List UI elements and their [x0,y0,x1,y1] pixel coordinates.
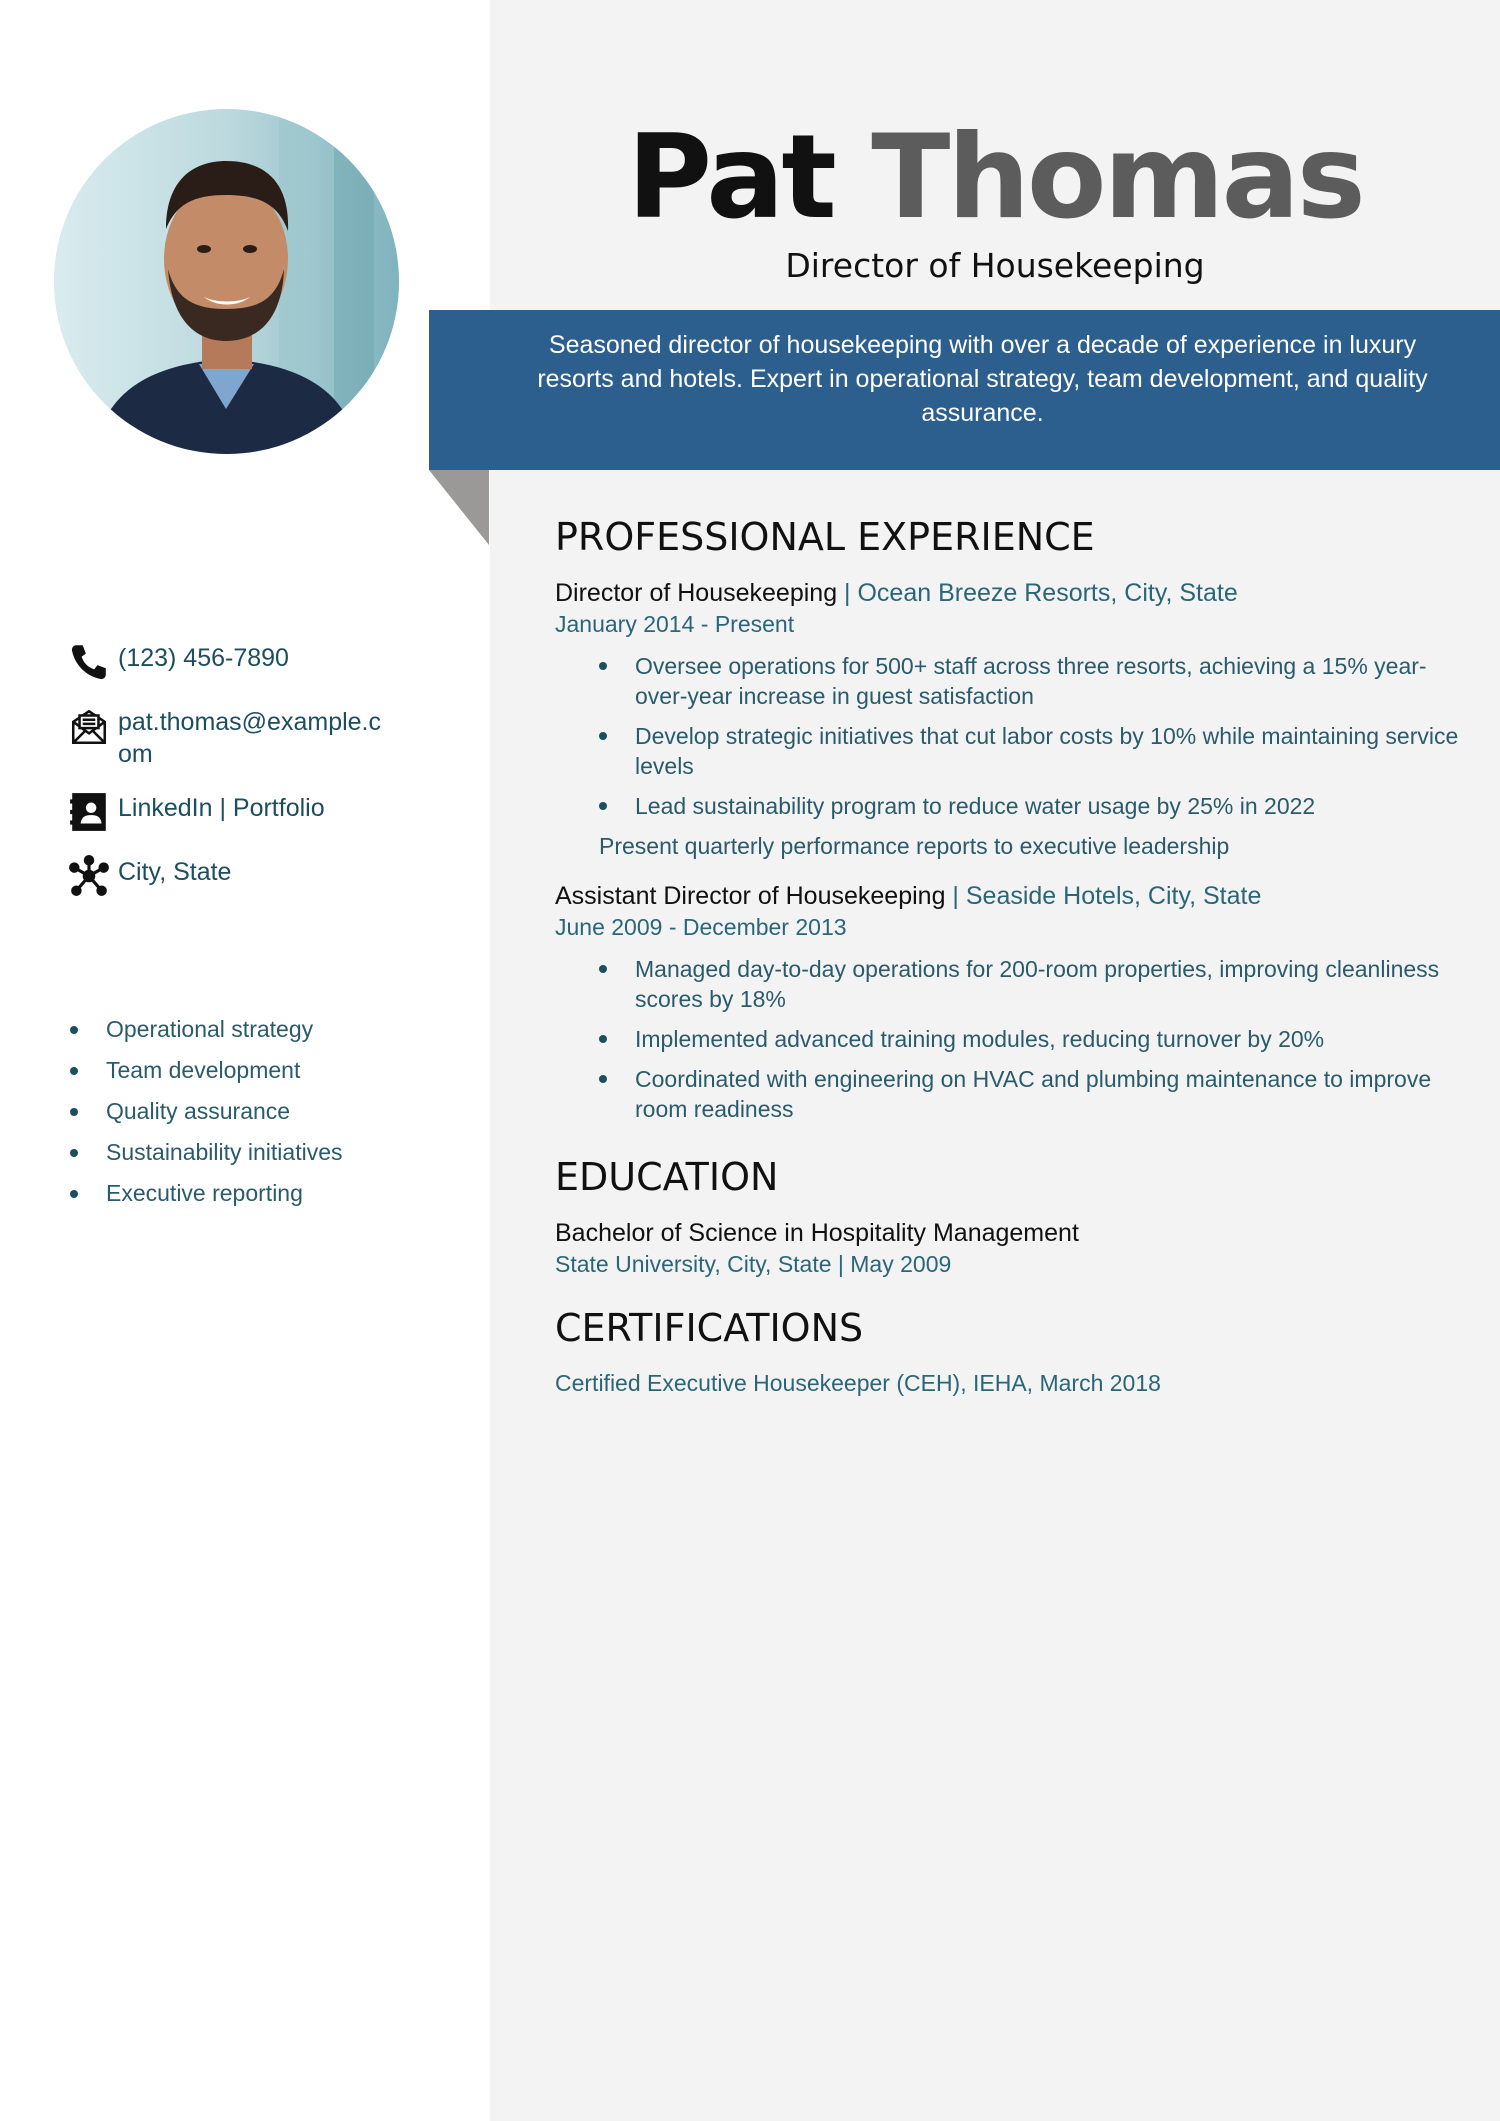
bullet-dot [70,1190,78,1198]
list-item: Implemented advanced training modules, reducing turnover by 20% [599,1024,1460,1054]
job-title: Assistant Director of Housekeeping [555,882,946,910]
contact-phone[interactable] [68,640,468,684]
banner-fold [429,470,489,545]
bullet-dot [70,1149,78,1157]
links-text: LinkedIn | Portfolio [118,794,325,822]
list-item: Lead sustainability program to reduce water usage by 25% in 2022 [599,791,1460,821]
location-text: City, State [118,858,232,886]
certifications-heading: CERTIFICATIONS [555,1306,864,1350]
job-dates: January 2014 - Present [555,611,795,637]
bullet-dot [70,1108,78,1116]
education-entry [555,1217,1460,1279]
list-item: Sustainability initiatives [70,1132,343,1173]
bullet-dot [599,1075,607,1083]
job-bullets [599,651,1460,821]
list-item: Managed day-to-day operations for 200-room properties, improving cleanliness scores by 18% [599,954,1460,1014]
list-item: Develop strategic initiatives that cut labor costs by 10% while maintaining service levels [599,721,1460,781]
envelope-icon [68,704,118,748]
contact-links[interactable] [68,790,468,834]
education-meta: State University, City, State | May 2009 [555,1251,952,1277]
email-text: pat.thomas@example.com [118,708,382,768]
summary-banner: Seasoned director of housekeeping with over a decade of experience in luxury resorts and hotels. Expert in operational strategy, team development, and quality assurance. [429,310,1500,470]
bullet-dot [599,732,607,740]
contact-card-icon [68,790,118,834]
bullet-dot [599,1035,607,1043]
list-item: Quality assurance [70,1091,343,1132]
list-item: Coordinated with engineering on HVAC and plumbing maintenance to improve room readiness [599,1064,1460,1124]
job-entry-2 [555,880,1460,1134]
bullet-dot [70,1067,78,1075]
job-entry-1 [555,577,1460,861]
job-dates: June 2009 - December 2013 [555,914,847,940]
degree: Bachelor of Science in Hospitality Management [555,1219,1079,1247]
bullet-dot [599,965,607,973]
candidate-name [490,108,1500,247]
bullet-dot [599,662,607,670]
job-title: Director of Housekeeping [785,246,1205,285]
contact-location[interactable] [68,854,468,898]
first-name: Pat [627,110,834,245]
list-item: Operational strategy [70,1009,343,1050]
last-name: Thomas [871,110,1363,245]
company-name: Ocean Breeze Resorts, City, State [857,579,1238,607]
experience-heading: PROFESSIONAL EXPERIENCE [555,515,1095,559]
bullet-dot [599,802,607,810]
certification-item: Certified Executive Housekeeper (CEH), IEHA, March 2018 [555,1370,1161,1396]
job-bullets [599,954,1460,1124]
phone-icon [68,640,118,684]
phone-text: (123) 456-7890 [118,644,289,672]
contact-email[interactable] [68,704,468,770]
skills-list [70,1009,343,1214]
list-item: Executive reporting [70,1173,343,1214]
list-item: Team development [70,1050,343,1091]
profile-photo [54,109,399,454]
job-extra-line: Present quarterly performance reports to executive leadership [599,833,1230,859]
job-header: Assistant Director of Housekeeping | Seaside Hotels, City, State [555,882,1262,910]
job-header: Director of Housekeeping | Ocean Breeze Resorts, City, State [555,579,1238,607]
bullet-dot [70,1026,78,1034]
job-title: Director of Housekeeping [555,579,838,607]
list-item: Oversee operations for 500+ staff across three resorts, achieving a 15% year-over-year increase in guest satisfaction [599,651,1460,711]
education-heading: EDUCATION [555,1155,779,1199]
network-icon [68,854,118,898]
company-name: Seaside Hotels, City, State [965,882,1262,910]
contact-list [68,640,468,918]
